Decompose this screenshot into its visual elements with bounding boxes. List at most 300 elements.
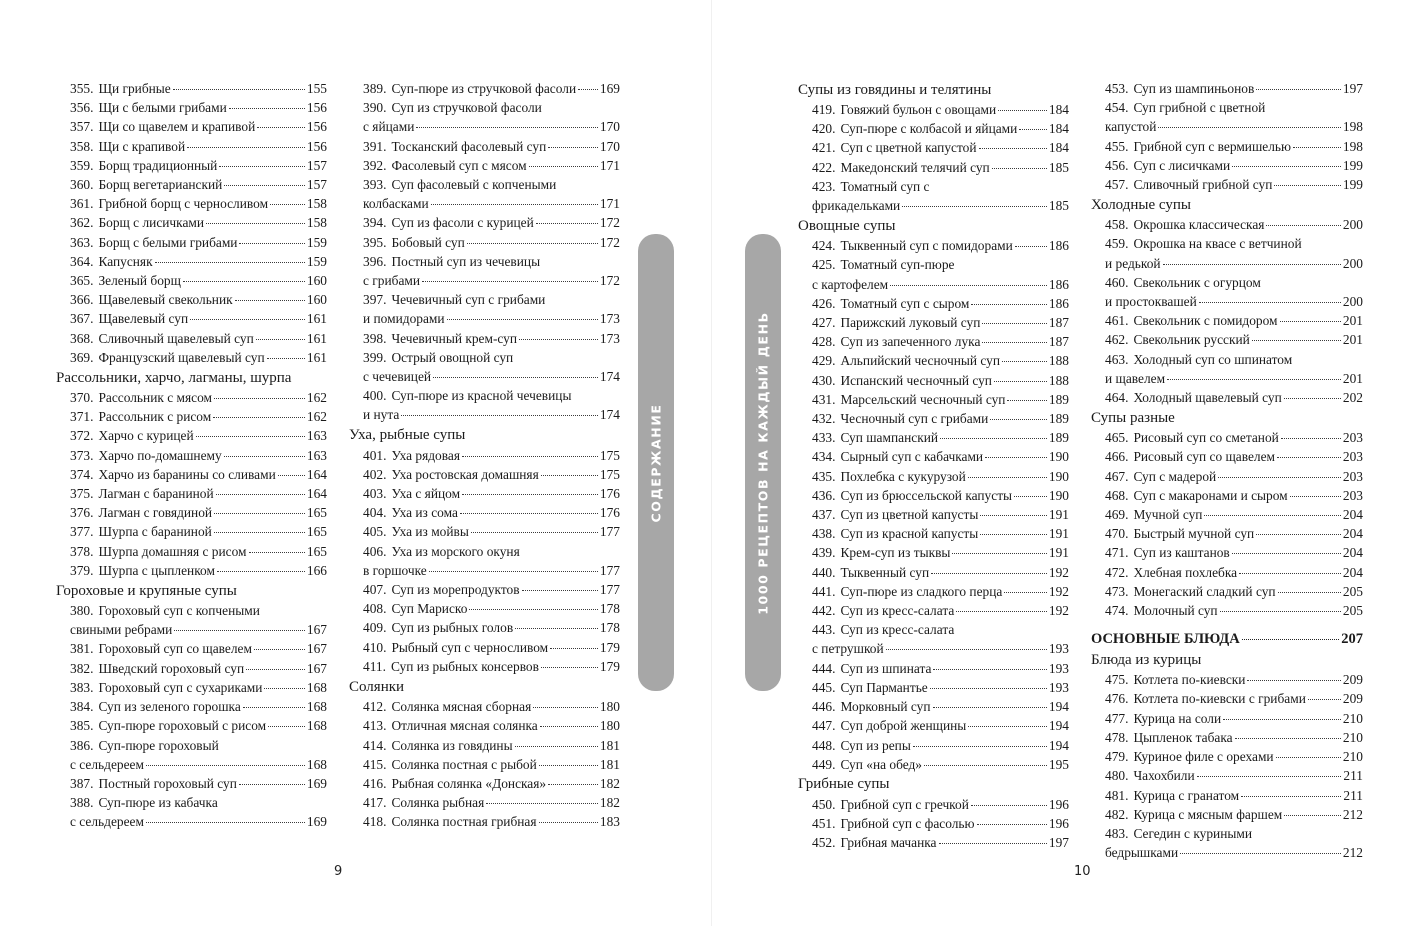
recipe-number: 430. [812,372,836,388]
toc-entry-line [70,252,327,271]
recipe-title: Чечевичный суп с грибами [391,292,546,308]
recipe-title-continued: капустой [1105,119,1157,135]
recipe-title: Суп-пюре с колбасой и яйцами [840,121,1018,137]
dot-leader [422,281,598,282]
toc-entry-line [1105,601,1363,620]
toc-entry-line [812,697,1069,716]
recipe-number: 457. [1105,177,1129,193]
toc-entry-line [812,582,1069,601]
toc-entry-first-line [1105,234,1363,253]
toc-column [798,79,1069,853]
dot-leader [536,223,598,224]
dot-leader [1256,534,1341,535]
recipe-number: 461. [1105,313,1129,329]
recipe-title-continued: и редькой [1105,255,1161,271]
page-ref: 177 [599,582,620,598]
recipe-title: Окрошка классическая [1133,217,1265,233]
toc-entry [812,255,1069,293]
dot-leader [416,127,598,128]
toc-entry [1105,350,1363,388]
recipe-title: Мучной суп [1133,507,1203,523]
toc-entry [70,407,327,426]
toc-entry [70,561,327,580]
recipe-title: Суп из шампиньонов [1133,81,1255,96]
recipe-title-continued: с сельдереем [70,756,144,772]
dot-leader [902,206,1047,207]
dot-leader [243,707,305,708]
recipe-number: 463. [1105,351,1129,367]
dot-leader [256,339,305,340]
recipe-number: 475. [1105,672,1129,688]
recipe-number: 417. [363,795,387,811]
section-heading: Уха, рыбные супы [349,427,466,444]
page-ref: 182 [599,795,620,811]
dot-leader [174,630,305,631]
dot-leader [246,669,305,670]
toc-entry [1105,330,1363,349]
recipe-title: Лагман с говядиной [98,505,213,521]
toc-entry-line [812,119,1069,138]
recipe-number: 366. [70,292,94,308]
page-ref: 156 [306,138,327,154]
page-ref: 180 [599,699,620,715]
dot-leader [980,534,1047,535]
toc-entry [812,716,1069,735]
recipe-number: 432. [812,411,836,427]
toc-entry-line [70,697,327,716]
recipe-title-continued: с петрушкой [812,641,884,657]
recipe-number: 465. [1105,430,1129,446]
dot-leader [467,243,598,244]
recipe-title: Острый овощной суп [391,349,514,365]
recipe-number: 369. [70,349,94,365]
recipe-number: 469. [1105,507,1129,523]
page-ref: 191 [1048,526,1069,542]
toc-entry [363,98,620,136]
recipe-number: 483. [1105,825,1129,841]
section-heading: Супы из говядины и телятины [798,81,992,98]
recipe-title: Щи с крапивой [98,138,186,154]
toc-entry-line [1105,747,1363,766]
dot-leader [515,746,598,747]
page-ref: 210 [1342,749,1363,765]
page-ref: 155 [306,81,327,96]
dot-leader [1007,400,1046,401]
toc-entry [70,348,327,367]
page-ref: 167 [306,641,327,657]
page-ref: 187 [1048,315,1069,331]
toc-entry [363,697,620,716]
recipe-title: Сырный суп с кабачками [840,449,984,465]
toc-entry-line [70,774,327,793]
toc-entry-line [70,678,327,697]
page-ref: 200 [1342,217,1363,233]
toc-entry [812,486,1069,505]
toc-entry [70,194,327,213]
dot-leader [578,89,598,90]
page-ref: 185 [1048,198,1069,214]
toc-entry-second-line [1105,292,1363,311]
toc-entry [70,252,327,271]
recipe-number: 380. [70,603,94,619]
toc-entry [70,774,327,793]
toc-entry-line [1105,467,1363,486]
dot-leader [1308,699,1341,700]
toc-entry [363,175,620,213]
toc-entry [812,563,1069,582]
page-ref: 192 [1048,603,1069,619]
dot-leader [1199,302,1341,303]
page-ref: 158 [306,196,327,212]
toc-entry-line [363,213,620,232]
toc-entry-first-line [363,542,620,561]
dot-leader [1266,225,1340,226]
toc-entry [70,697,327,716]
toc-entry [812,236,1069,255]
page-ref: 201 [1342,370,1363,386]
page-ref: 161 [306,349,327,365]
toc-entry [70,793,327,831]
recipe-title: Чечевичный крем-суп [391,330,518,346]
toc-entry-line [1105,175,1363,194]
recipe-title: Чахохбили [1133,768,1195,784]
page-ref: 169 [599,81,620,96]
toc-entry [812,158,1069,177]
page-ref: 211 [1343,768,1363,784]
dot-leader [213,417,305,418]
side-tab-label: 1000 РЕЦЕПТОВ НА КАЖДЫЙ ДЕНЬ [755,310,771,615]
toc-entry [70,659,327,678]
recipe-title: Окрошка на квасе с ветчиной [1133,236,1302,252]
recipe-title: Солянка из говядины [391,737,513,753]
dot-leader [940,438,1047,439]
page-ref: 174 [599,369,620,385]
toc-entry-line [1105,428,1363,447]
recipe-title: Суп «на обед» [840,756,923,772]
toc-entry [363,638,620,657]
dot-leader [994,381,1047,382]
toc-entry-line [812,447,1069,466]
toc-entry-line [1105,79,1363,98]
recipe-number: 476. [1105,691,1129,707]
toc-entry [363,252,620,290]
toc-entry-line [363,638,620,657]
toc-entry-first-line [1105,273,1363,292]
dot-leader [214,398,305,399]
recipe-number: 453. [1105,81,1129,96]
toc-entry-line [70,348,327,367]
toc-entry [70,678,327,697]
toc-entry-second-line [363,367,620,386]
toc-entry [70,213,327,232]
recipe-number: 357. [70,119,94,135]
dot-leader [1019,129,1047,130]
dot-leader [1284,815,1341,816]
page-ref: 189 [1048,391,1069,407]
recipe-number: 471. [1105,545,1129,561]
toc-entry [812,582,1069,601]
dot-leader [239,243,304,244]
page-ref: 165 [306,543,327,559]
toc-entry [363,542,620,580]
dot-leader [486,803,598,804]
toc-entry [812,138,1069,157]
recipe-title: Бобовый суп [391,234,465,250]
page-number: 10 [1074,864,1091,879]
toc-entry-line [363,137,620,156]
toc-entry-line [1105,524,1363,543]
toc-entry [812,601,1069,620]
toc-entry-first-line [1105,824,1363,843]
recipe-number: 379. [70,562,94,578]
recipe-title: Свекольник русский [1133,332,1250,348]
page-ref: 190 [1048,487,1069,503]
dot-leader [224,185,305,186]
page-ref: 186 [1048,276,1069,292]
dot-leader [214,532,305,533]
page-ref: 194 [1048,718,1069,734]
toc-entry-line [1105,689,1363,708]
page-ref: 201 [1342,332,1363,348]
toc-entry-line [1105,709,1363,728]
toc-entry [363,618,620,637]
dot-leader [1232,166,1341,167]
toc-entry-line [363,156,620,175]
page-ref: 184 [1048,140,1069,156]
dot-leader [1274,185,1341,186]
dot-leader [146,765,305,766]
recipe-title: Молочный суп [1133,603,1218,619]
recipe-title: Томатный суп с сыром [840,295,970,311]
recipe-number: 444. [812,660,836,676]
dot-leader [933,707,1047,708]
recipe-number: 467. [1105,468,1129,484]
recipe-number: 481. [1105,787,1129,803]
dot-leader [429,571,598,572]
toc-entry-second-line [812,639,1069,658]
toc-entry-line [1105,670,1363,689]
page-ref: 204 [1342,564,1363,580]
recipe-number: 355. [70,81,94,96]
recipe-number: 410. [363,639,387,655]
toc-entry-line [70,503,327,522]
page-ref: 205 [1342,583,1363,599]
page-ref: 207 [1341,631,1363,648]
recipe-title: Постный гороховый суп [98,775,237,791]
dot-leader [971,304,1047,305]
page-ref: 168 [306,756,327,772]
recipe-title: Суп-пюре из кабачка [98,795,218,811]
page-ref: 199 [1342,157,1363,173]
page-ref: 196 [1048,796,1069,812]
recipe-title-continued: фрикадельками [812,198,901,214]
toc-entry-line [812,601,1069,620]
recipe-title: Испанский чесночный суп [840,372,992,388]
recipe-number: 356. [70,100,94,116]
page-ref: 182 [599,775,620,791]
dot-leader [548,784,598,785]
dot-leader [977,824,1047,825]
toc-entry-line [1105,137,1363,156]
toc-entry [1105,215,1363,234]
recipe-title: Шурпа с цыпленком [98,562,215,578]
toc-entry [1105,747,1363,766]
page-ref: 156 [306,100,327,116]
recipe-number: 427. [812,315,836,331]
recipe-title: Борщ с лисичками [98,215,205,231]
recipe-title: Суп из брюссельской капусты [840,487,1013,503]
dot-leader [982,342,1046,343]
dot-leader [548,147,598,148]
recipe-number: 420. [812,121,836,137]
page-ref: 181 [599,756,620,772]
dot-leader [886,649,1047,650]
toc-entry [812,678,1069,697]
major-section-title: ОСНОВНЫЕ БЛЮДА [1091,631,1240,648]
dot-leader [447,319,598,320]
toc-entry-line [1105,486,1363,505]
recipe-title: Щавелевый суп [98,311,189,327]
dot-leader [217,571,305,572]
toc-entry-line [812,543,1069,562]
toc-entry [812,659,1069,678]
recipe-number: 439. [812,545,836,561]
recipe-title: Суп из шпината [840,660,932,676]
toc-entry-second-line [363,194,620,213]
recipe-number: 383. [70,679,94,695]
toc-entry [1105,79,1363,98]
page-ref: 169 [306,814,327,830]
toc-entry-first-line [1105,98,1363,117]
toc-entry [363,793,620,812]
toc-entry-second-line [363,405,620,424]
section-heading: Гороховые и крупяные супы [56,582,237,599]
recipe-number: 470. [1105,526,1129,542]
recipe-title: Курица с мясным фаршем [1133,806,1283,822]
recipe-title: Гороховый суп с копчеными [98,603,260,619]
toc-column [56,79,327,832]
recipe-title: Суп-пюре из красной чечевицы [391,388,572,404]
recipe-number: 362. [70,215,94,231]
page-ref: 162 [306,409,327,425]
recipe-title: Борщ традиционный [98,157,218,173]
toc-entry [812,620,1069,658]
dot-leader [183,281,305,282]
page-ref: 157 [306,177,327,193]
toc-entry-line [70,716,327,735]
toc-entry [1105,689,1363,708]
page-ref: 179 [599,658,620,674]
page-ref: 198 [1342,138,1363,154]
page-ref: 167 [306,622,327,638]
recipe-title: Похлебка с кукурузой [840,468,966,484]
recipe-number: 376. [70,505,94,521]
page-ref: 209 [1342,672,1363,688]
toc-entry [1105,388,1363,407]
recipe-title: Борщ с белыми грибами [98,234,238,250]
toc-entry [1105,467,1363,486]
page-ref: 190 [1048,449,1069,465]
recipe-number: 361. [70,196,94,212]
dot-leader [1277,457,1341,458]
recipe-title: Уха из сома [391,505,458,521]
recipe-number: 460. [1105,274,1129,290]
page-ref: 161 [306,330,327,346]
recipe-title: Грибной суп с фасолью [840,816,975,832]
page-ref: 164 [306,486,327,502]
recipe-number: 415. [363,756,387,772]
toc-entry-first-line [812,620,1069,639]
toc-entry [1105,524,1363,543]
page-ref: 171 [599,157,620,173]
recipe-title: Рыбный суп с черносливом [391,639,549,655]
recipe-number: 368. [70,330,94,346]
recipe-number: 442. [812,603,836,619]
toc-entry [1105,234,1363,272]
toc-entry-second-line [1105,843,1363,862]
dot-leader [1284,398,1341,399]
recipe-title: Суп Мариско [391,601,468,617]
toc-entry [812,447,1069,466]
toc-entry-line [1105,728,1363,747]
recipe-title: Фасолевый суп с мясом [391,157,527,173]
section-heading: Супы разные [1091,409,1175,426]
toc-entry-line [812,351,1069,370]
page-ref: 194 [1048,699,1069,715]
recipe-title: Суп из рыбных голов [391,620,514,636]
recipe-title: Рисовый суп со сметаной [1133,430,1279,446]
page-ref: 191 [1048,545,1069,561]
recipe-title: Суп из репы [840,737,911,753]
dot-leader [1015,246,1047,247]
dot-leader [264,688,305,689]
dot-leader [529,166,598,167]
toc-entry [70,117,327,136]
recipe-number: 462. [1105,332,1129,348]
toc-entry [363,348,620,386]
page-ref: 198 [1342,119,1363,135]
page-ref: 158 [306,215,327,231]
toc-entry-line [1105,311,1363,330]
page-ref: 196 [1048,816,1069,832]
dot-leader [267,358,305,359]
toc-entry-line [812,371,1069,390]
dot-leader [1167,379,1341,380]
toc-entry-line [70,407,327,426]
recipe-number: 458. [1105,217,1129,233]
toc-entry [1105,766,1363,785]
page-number: 9 [334,864,343,879]
toc-entry [1105,601,1363,620]
toc-entry [363,137,620,156]
toc-entry [812,119,1069,138]
dot-leader [939,843,1047,844]
toc-column [1091,79,1363,862]
page-ref: 168 [306,679,327,695]
page-ref: 189 [1048,411,1069,427]
page-ref: 186 [1048,295,1069,311]
toc-entry [363,716,620,735]
dot-leader [214,513,305,514]
recipe-title: Суп из фасоли с курицей [391,215,534,231]
page-ref: 177 [599,562,620,578]
toc-entry [1105,563,1363,582]
toc-entry-line [1105,330,1363,349]
dot-leader [515,628,598,629]
dot-leader [1247,680,1340,681]
toc-entry-first-line [363,290,620,309]
toc-entry [363,812,620,831]
